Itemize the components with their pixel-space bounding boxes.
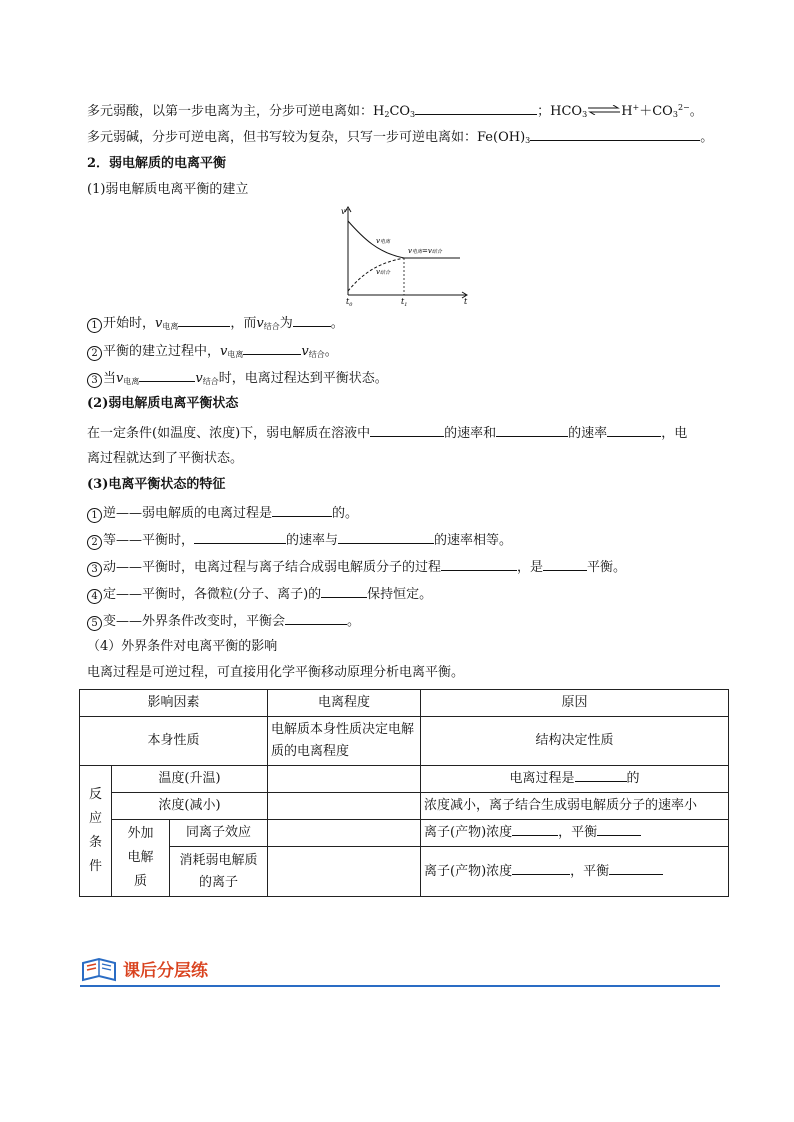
upper-curve-label: v电离 bbox=[376, 237, 390, 245]
table-header: 电离程度 bbox=[268, 690, 421, 717]
table-header-row bbox=[80, 690, 729, 717]
feature-2: 2 等——平衡时， 的速率与 的速率相等。 bbox=[87, 530, 512, 550]
t0-label: $t_0$ bbox=[346, 297, 353, 306]
item-start: 1 开始时，$v_{电离}$ ，而$v_{结合}$为 。 bbox=[87, 313, 344, 336]
blank[interactable] bbox=[293, 313, 331, 327]
added-electrolyte-label: 外加 电解 质 bbox=[112, 820, 170, 897]
line-weak-base: 多元弱碱，分步可逆电离，但书写较为复杂，只写一步可逆电离如：$Fe(OH)_3$ 。 bbox=[87, 127, 713, 150]
section-divider bbox=[80, 985, 720, 987]
blank[interactable] bbox=[530, 127, 700, 141]
section-title: 课后分层练 bbox=[123, 961, 208, 981]
table-row: 反 应 条 件 温度(升温) 电离过程是 的 bbox=[80, 766, 729, 793]
blank[interactable] bbox=[272, 503, 332, 517]
feature-3: 3 动——平衡时，电离过程与离子结合成弱电解质分子的过程 ，是 平衡。 bbox=[87, 557, 626, 577]
blank[interactable] bbox=[370, 423, 444, 437]
blank[interactable] bbox=[321, 584, 367, 598]
blank[interactable] bbox=[178, 313, 230, 327]
para-state-a: 在一定条件(如温度、浓度)下，弱电解质在溶液中 的速率和 的速率 ，电 bbox=[87, 423, 687, 443]
blank[interactable] bbox=[607, 423, 661, 437]
table-row: 消耗弱电解质 的离子 离子(产物)浓度 ，平衡 bbox=[80, 847, 729, 897]
rate-time-graph bbox=[338, 203, 478, 306]
feature-4: 4 定——平衡时，各微粒(分子、离子)的 保持恒定。 bbox=[87, 584, 432, 604]
answer-cell[interactable] bbox=[268, 820, 421, 847]
heading-ionization-equilibrium: 2．弱电解质的电离平衡 bbox=[87, 156, 227, 171]
blank[interactable] bbox=[243, 341, 301, 355]
para-external: 电离过程是可逆过程，可直接用化学平衡移动原理分析电离平衡。 bbox=[87, 665, 465, 680]
blank[interactable] bbox=[496, 423, 568, 437]
y-axis-label: v bbox=[341, 207, 346, 216]
item-process: 2 平衡的建立过程中，$v_{电离}$ $v_{结合}$。 bbox=[87, 341, 338, 364]
para-state-b: 离过程就达到了平衡状态。 bbox=[87, 451, 244, 466]
book-icon bbox=[80, 955, 118, 983]
equilibrium-label: v电离=v结合 bbox=[408, 247, 442, 255]
blank[interactable] bbox=[441, 557, 517, 571]
table-row: 外加 电解 质 同离子效应 离子(产物)浓度 ，平衡 bbox=[80, 820, 729, 847]
answer-cell[interactable] bbox=[268, 847, 421, 897]
subheading-state: (2)弱电解质电离平衡状态 bbox=[87, 396, 239, 411]
table-row: 浓度(减小) 浓度减小，离子结合生成弱电解质分子的速率小 bbox=[80, 793, 729, 820]
blank[interactable] bbox=[139, 368, 195, 382]
feature-5: 5 变——外界条件改变时，平衡会 。 bbox=[87, 611, 360, 631]
blank[interactable] bbox=[415, 101, 537, 115]
subheading-external: （4）外界条件对电离平衡的影响 bbox=[87, 639, 278, 654]
table-row: 本身性质 电解质本身性质决定电解质的电离程度 结构决定性质 bbox=[80, 717, 729, 766]
item-when: 3 当$v_{电离}$ $v_{结合}$时，电离过程达到平衡状态。 bbox=[87, 368, 388, 391]
lower-curve-label: v结合 bbox=[376, 268, 390, 276]
t1-label: $t_1$ bbox=[401, 297, 408, 306]
subheading-establishment: (1)弱电解质电离平衡的建立 bbox=[87, 182, 249, 197]
factors-table bbox=[79, 689, 729, 897]
side-label: 反 应 条 件 bbox=[80, 766, 112, 897]
blank[interactable] bbox=[543, 557, 587, 571]
answer-cell[interactable] bbox=[268, 793, 421, 820]
blank[interactable] bbox=[285, 611, 347, 625]
answer-cell[interactable] bbox=[268, 766, 421, 793]
blank[interactable] bbox=[338, 530, 434, 544]
x-axis-label: t bbox=[464, 297, 468, 306]
table-header: 影响因素 bbox=[80, 690, 268, 717]
blank[interactable] bbox=[194, 530, 286, 544]
line-weak-acid: 多元弱酸，以第一步电离为主，分步可逆电离如：$H_2CO_3$ ；$HCO_3$ $H^++CO_3^{2-}$。 bbox=[87, 103, 703, 119]
feature-1: 1 逆——弱电解质的电离过程是 的。 bbox=[87, 503, 358, 523]
subheading-features: (3)电离平衡状态的特征 bbox=[87, 477, 226, 492]
reversible-arrow-icon bbox=[587, 104, 621, 119]
table-header: 原因 bbox=[421, 690, 729, 717]
